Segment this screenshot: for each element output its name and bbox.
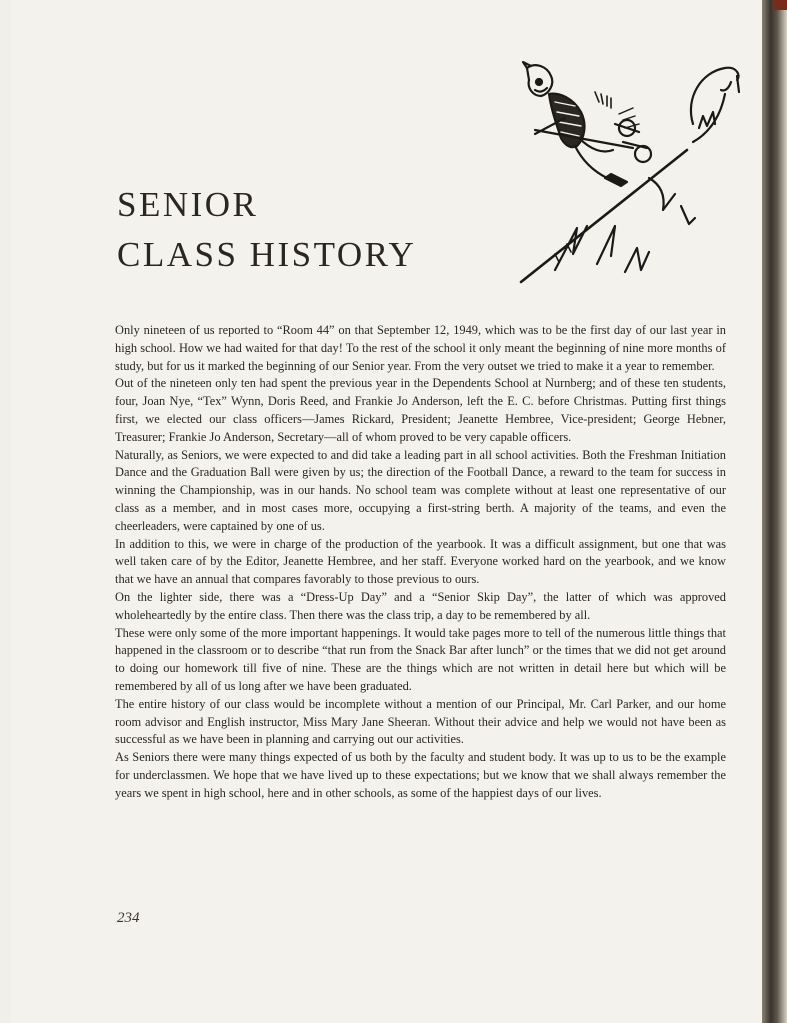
paragraph-8: As Seniors there were many things expected of us both by the faculty and student body. It was up to us to be the example for underclassmen. We hope that we have lived up to these expectations; but we know that we shall always remember the years we spent in high school, here and in other schools, as some of the happiest days of our lives. [115, 750, 726, 800]
page-number: 234 [117, 910, 140, 926]
title-line-2: CLASS HISTORY [117, 235, 417, 274]
page-edge-shadow [762, 0, 787, 1023]
paragraph-4: In addition to this, we were in charge of the production of the yearbook. It was a difficult assignment, but one that was well taken care of by the Editor, Jeanette Hembree, and her staff. Everyone worked hard on the yearbook, and we know that we have an annual that compares favorably to those previous to ours. [115, 536, 726, 587]
page-edge-tab [774, 0, 787, 10]
paragraph-5: On the lighter side, there was a “Dress-Up Day” and a “Senior Skip Day”, the latter of which was approved wholeheartedly by the entire class. Then there was the class trip, a day to be remembered by all. [115, 589, 726, 622]
page-title [117, 180, 416, 280]
paragraph-1: Only nineteen of us reported to “Room 44” on that September 12, 1949, which was to be the first day of our last year in high school. How we had waited for that day! To the rest of the school it only meant the beginning of nine more months of study, but for us it marked the beginning of our Senior year. From the very outset we tried to make it a year to remember. [115, 323, 726, 373]
class-history-text [115, 322, 726, 803]
title-line-1: SENIOR [117, 185, 259, 224]
paragraph-7: The entire history of our class would be incomplete without a mention of our Principal, Mr. Carl Parker, and our home room advisor and English instructor, Miss Mary Jane Sheeran. Without their advice and help we would not have been as successful as we have been in planning and carrying out our activities. [115, 696, 726, 747]
skier-illustration-icon [515, 58, 745, 288]
paragraph-3: Naturally, as Seniors, we were expected to and did take a leading part in all school activities. Both the Freshman Initiation Dance and the Graduation Ball were given by us; the direction of the Football Dance, a reward to the team for success in winning the Championship, was in our hands. No school team was complete without at least one representative of our class as a member, and in most cases more, occupying a first-string berth. A majority of the teams, and even the cheerleaders, were captained by one of us. [115, 447, 726, 533]
paragraph-2: Out of the nineteen only ten had spent the previous year in the Dependents School at Nurnberg; and of these ten students, four, Joan Nye, “Tex” Wynn, Doris Reed, and Frankie Jo Anderson, left the E. C. before Christmas. Putting first things first, we elected our class officers—James Rickard, President; Jeanette Hembree, Vice-president; George Hebner, Treasurer; Frankie Jo Anderson, Secretary—all of whom proved to be very capable officers. [115, 376, 726, 444]
paragraph-6: These were only some of the more important happenings. It would take pages more to tell of the numerous little things that happened in the classroom or to describe “that run from the Snack Bar after lunch” or the times that we did not get around to doing our homework till five of nine. These are the things which are not written in detail here but which will be remembered by all of us long after we have been graduated. [115, 625, 726, 693]
